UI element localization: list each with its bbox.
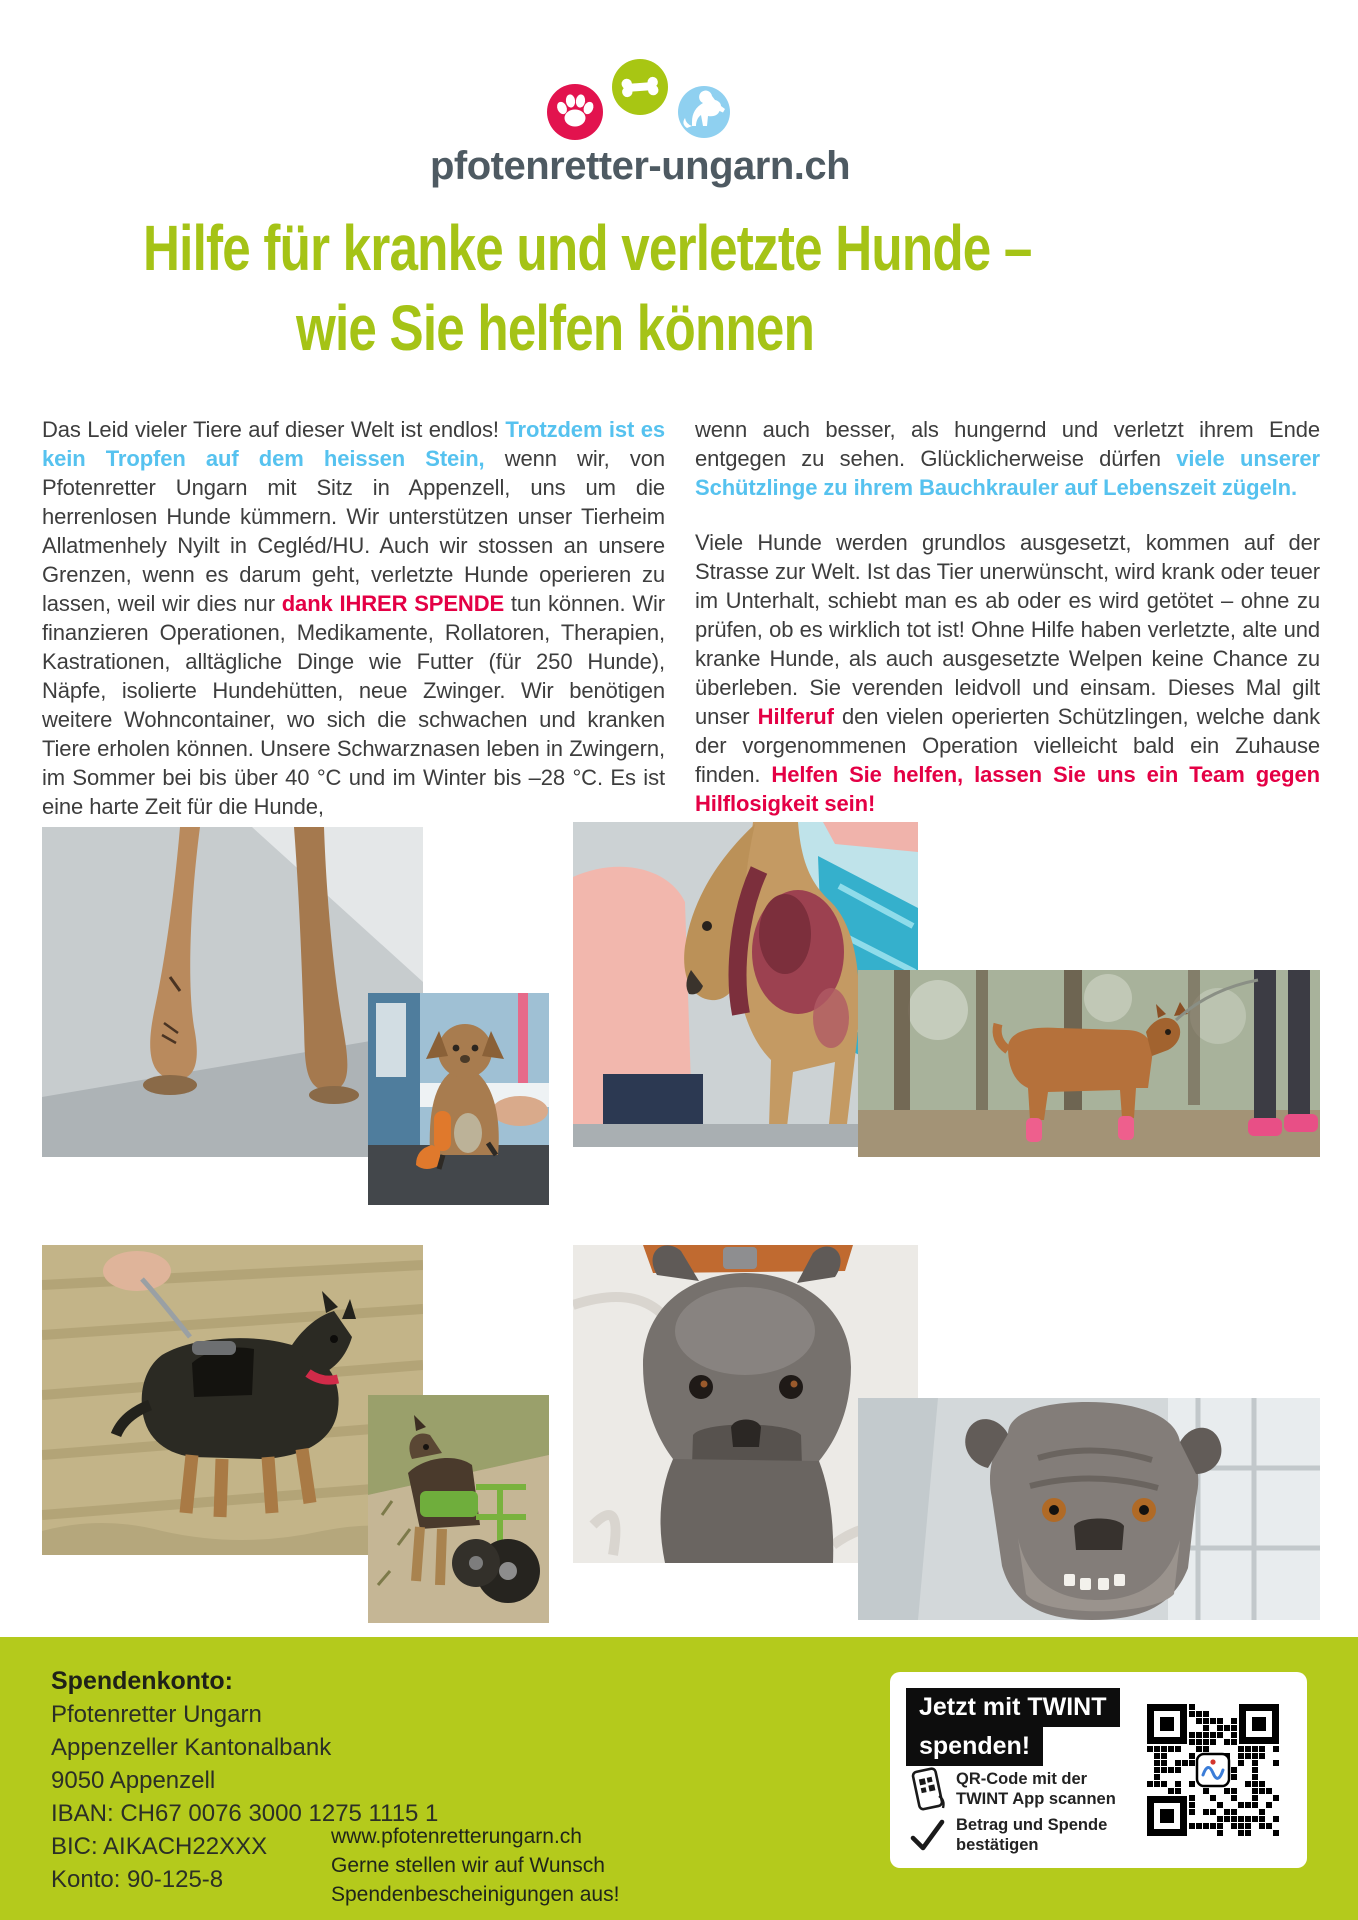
photo-dog-pink-boots	[858, 970, 1320, 1157]
text-segment: Das Leid vieler Tiere auf dieser Welt ist endlos!	[42, 417, 506, 442]
twint-logo-mark	[1197, 1754, 1229, 1786]
donation-city: 9050 Appenzell	[51, 1767, 216, 1794]
twint-step-confirm-label: Betrag und Spende bestätigen	[956, 1816, 1108, 1854]
paragraph-right-1	[695, 415, 1320, 502]
donation-iban: IBAN: CH67 0076 3000 1275 1115 1	[51, 1800, 439, 1827]
donation-heading: Spendenkonto:	[51, 1667, 233, 1695]
twint-qr-code	[1143, 1700, 1283, 1840]
body-column-right	[695, 415, 1320, 844]
paragraph-left	[42, 415, 665, 821]
twint-donation-box	[890, 1672, 1307, 1868]
donation-konto: Konto: 90-125-8	[51, 1866, 224, 1893]
checkmark-icon	[906, 1812, 948, 1858]
dog-icon	[678, 86, 730, 138]
paragraph-right-2	[695, 528, 1320, 818]
photo-wheelchair-dog	[368, 1395, 549, 1623]
page-title-line1: Hilfe für kranke und verletzte Hunde –	[143, 212, 1032, 284]
website-url: www.pfotenretterungarn.ch	[331, 1825, 582, 1848]
twint-badge-line2: spenden!	[906, 1727, 1043, 1766]
text-segment-highlight-blue: viele unserer Schützlinge zu ihrem Bauchkrauler auf Lebenszeit zügeln.	[695, 446, 1320, 500]
footer	[0, 1637, 1358, 1920]
text-segment: wenn wir, von Pfotenretter Ungarn mit Sitz in Appenzell, uns um die herrenlosen Hunde kümmern. Wir unterstützen unser Tierheim Allatmenhely Nyilt in Cegléd/HU. Auch wir stossen an unsere Grenzen, wenn es darum geht, verletzte Hunde operieren zu lassen, weil wir dies nur	[42, 446, 665, 616]
bone-icon	[612, 59, 668, 115]
text-segment: tun können. Wir finanzieren Operationen, Medikamente, Rollatoren, Therapien, Kastrationen, alltägliche Dinge wie Futter (für 250 Hunde), Näpfe, isolierte Hundehütten, neue Zwinger. Wir benötigen weitere Wohncontainer, wo sich die schwachen und kranken Tiere erholen können. Unsere Schwarznasen leben in Zwingern, im Sommer bei bis über 40 °C und im Winter bis –28 °C. Es ist eine harte Zeit für die Hunde,	[42, 591, 666, 819]
logo-domain: pfotenretter-ungarn.ch	[429, 144, 851, 188]
text-segment-highlight-blue: Trotzdem ist es kein Tropfen auf dem heissen Stein,	[42, 417, 666, 471]
text-segment-highlight-red: dank IHRER SPENDE	[281, 591, 505, 616]
phone-scan-icon	[906, 1766, 948, 1812]
text-segment: den vielen operierten Schützlingen, welche dank der vorgenommenen Operation vielleicht bald ein Zuhause finden.	[695, 704, 1320, 787]
text-segment-highlight-red: Helfen Sie helfen, lassen Sie uns ein Team gegen Hilflosigkeit sein!	[695, 762, 1320, 816]
twint-badge-line1: Jetzt mit TWINT	[906, 1688, 1120, 1727]
website-block	[331, 1822, 831, 1909]
photo-puppy-bandage	[368, 993, 549, 1205]
receipt-note: Gerne stellen wir auf Wunsch Spendenbescheinigungen aus!	[331, 1854, 620, 1906]
paw-icon	[547, 84, 603, 140]
page-title-line2: wie Sie helfen können	[295, 292, 815, 364]
text-segment-highlight-red: Hilferuf	[757, 704, 834, 729]
text-segment: wenn auch besser, als hungernd und verletzt ihrem Ende entgegen zu sehen. Glücklicherweise dürfen	[695, 417, 1320, 471]
text-segment: Viele Hunde werden grundlos ausgesetzt, kommen auf der Strasse zur Welt. Ist das Tier unerwünscht, wird krank oder teuer im Unterhalt, schiebt man es ab oder es wird getötet – ohne zu prüfen, ob es wirklich tot ist! Ohne Hilfe haben verletzte, alte und kranke Hunde, als auch ausgesetzte Welpen keine Chance zu überleben. Sie verenden leidvoll und einsam. Dieses Mal gilt unser	[695, 530, 1320, 729]
twint-step-scan	[906, 1766, 1136, 1812]
donation-org: Pfotenretter Ungarn	[51, 1701, 262, 1728]
page-title	[40, 208, 1070, 368]
donation-bic: BIC: AIKACH22XXX	[51, 1833, 268, 1860]
twint-badges	[906, 1688, 1120, 1766]
twint-step-scan-label: QR-Code mit der TWINT App scannen	[956, 1770, 1116, 1808]
body-column-left	[42, 415, 665, 847]
twint-step-confirm	[906, 1812, 1136, 1858]
photo-shepherd-harness	[42, 1245, 423, 1555]
photo-bulldog-face	[858, 1398, 1320, 1620]
donation-bank: Appenzeller Kantonalbank	[51, 1734, 332, 1761]
photo-dog-legs	[42, 827, 423, 1157]
